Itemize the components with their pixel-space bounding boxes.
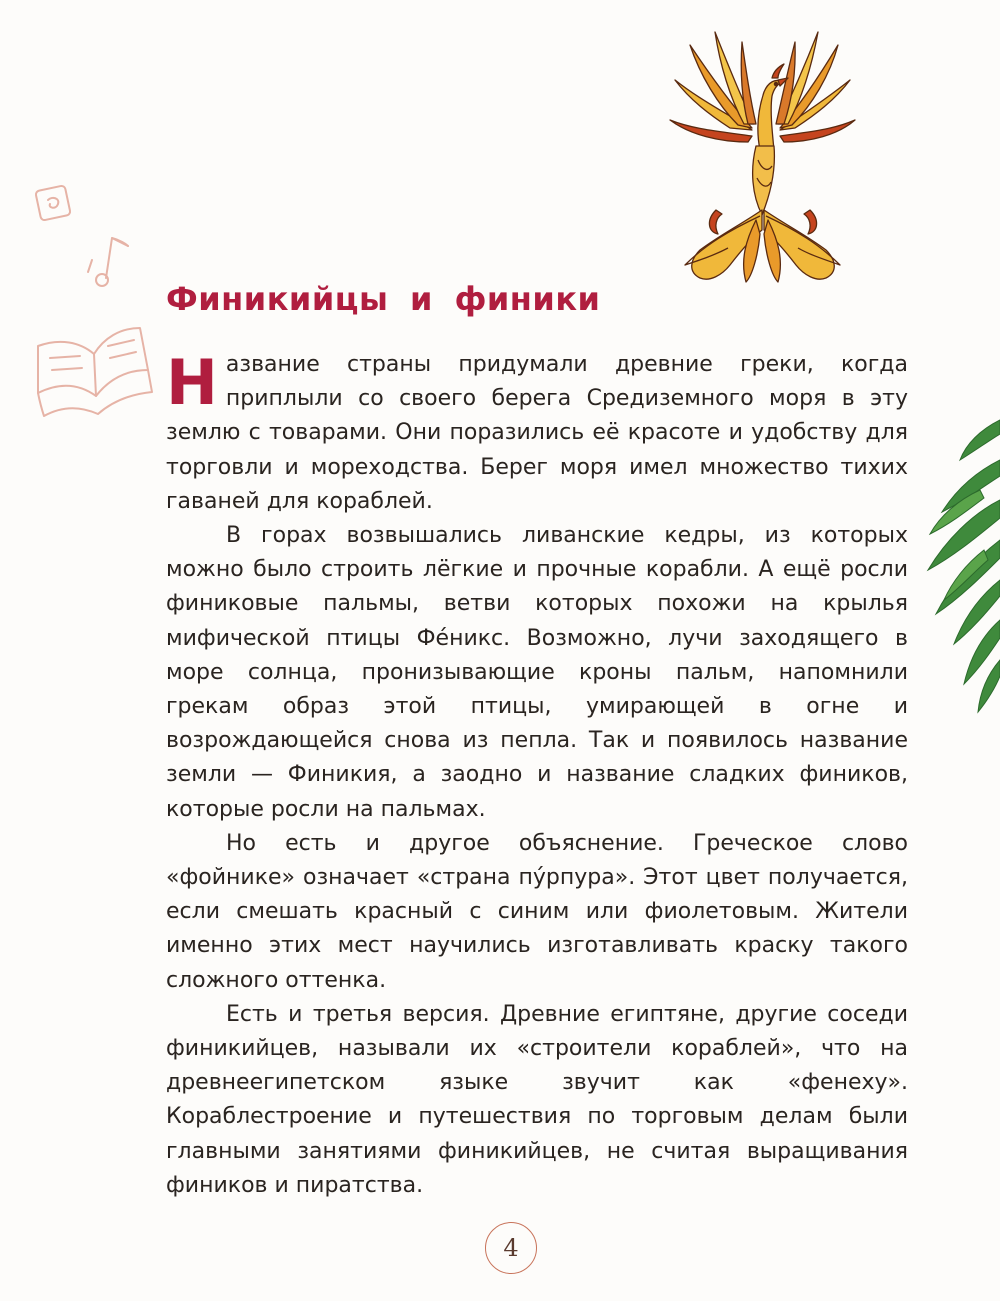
palm-leaves	[910, 400, 1000, 730]
page-number: 4	[485, 1222, 537, 1274]
dropcap-letter: Н	[166, 346, 218, 419]
paragraph-1-text: азвание страны придумали древние греки, когда приплыли со своего берега Средиземного моря в эту землю с товарами. Они поразились её красоте и удобству для торговли и мореходства. Берег моря имел множество тихих гаваней для кораблей.	[166, 352, 908, 514]
chapter-title: Финикийцы и финики	[166, 280, 601, 318]
paragraph-4: Есть и третья версия. Древние египтяне, другие соседи финикийцев, называли их «строители кораблей», что на древнеегипетском языке звучит как «фенеху». Кораблестроение и путешествия по торговым делам были главными занятиями финикийцев, не считая выращивания фиников и пиратства.	[166, 1001, 908, 1198]
phoenix-illustration	[660, 20, 860, 295]
paragraph-3: Но есть и другое объяснение. Греческое слово «фойнике» означает «страна пу́рпура». Этот цвет получается, если смешать красный с синим или фиолетовым. Жители именно этих мест научились изготавливать краску такого сложного оттенка.	[166, 830, 908, 993]
paragraph-1	[166, 348, 908, 519]
music-book-doodles	[28, 178, 168, 428]
paragraph-2: В горах возвышались ливанские кедры, из которых можно было строить лёгкие и прочные корабли. А ещё росли финиковые пальмы, ветви которых похожи на крылья мифической птицы Фе́никс. Возможно, лучи заходящего в море солнца, пронизывающие кроны пальм, напомнили грекам образ этой птицы, умирающей в огне и возрождающейся снова из пепла. Так и появилось название земли — Финикия, а заодно и название сладких фиников, которые росли на пальмах.	[166, 523, 908, 822]
article-body	[166, 348, 908, 1203]
